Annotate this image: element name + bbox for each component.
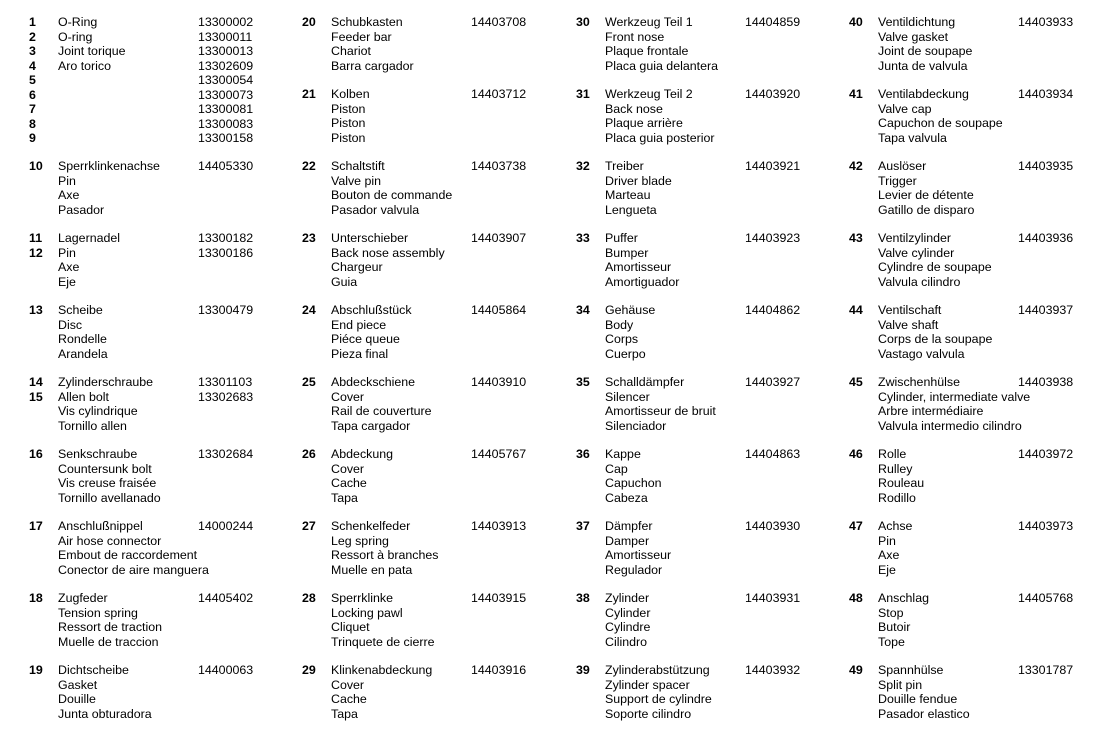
part-number: 38 [576,591,590,605]
part-article-number: 14403910 [471,375,527,389]
part-name: Abdeckung [331,447,394,461]
part-number: 12 [29,245,43,260]
part-name: Vastago valvula [878,346,965,361]
part-name: Junta obturadora [58,706,152,721]
part-name: Amortiguador [605,274,680,289]
part-name: Spannhülse [878,663,944,677]
part-name: Rolle [878,447,907,461]
part-number: 33 [576,231,590,245]
part-name: Valve cap [878,101,932,116]
part-name: Barra cargador [331,58,414,73]
part-name: Valvula cilindro [878,274,961,289]
part-name: Unterschieber [331,231,409,245]
part-name: Marteau [605,188,651,202]
part-number: 1 [29,15,36,29]
part-name: Disc [58,317,83,332]
part-name: Arbre intermédiaire [878,404,984,418]
part-name: Schenkelfeder [331,519,411,533]
part-number: 18 [29,591,43,605]
part-article-number: 14403913 [471,519,527,533]
part-number: 29 [302,663,316,677]
part-number: 17 [29,519,43,533]
part-name: Anschlag [878,591,929,605]
part-name: Pin [58,245,76,260]
part-name: Silencer [605,389,650,404]
part-article-number: 13301787 [1018,663,1074,677]
part-article-number: 14405768 [1018,591,1074,605]
part-article-number: 13300083 [198,116,254,131]
part-name: Valve pin [331,173,382,188]
part-name: Kolben [331,87,370,101]
part-article-number: 13300002 [198,15,254,29]
part-name: Conector de aire manguera [58,562,209,577]
part-name: Plaque frontale [605,44,689,58]
part-name: Sperrklinke [331,591,393,605]
part-name: Placa guia posterior [605,130,715,145]
part-name: Muelle de traccion [58,634,159,649]
part-article-number: 14403921 [745,159,801,173]
part-name: Aro torico [58,58,112,73]
part-name: Pin [58,173,76,188]
part-name: Rulley [878,461,913,476]
part-article-number: 13300011 [198,29,253,44]
part-number: 3 [29,44,36,58]
part-name: Feeder bar [331,29,392,44]
part-name: Amortisseur [605,548,672,562]
part-number: 15 [29,389,43,404]
part-name: Schaltstift [331,159,385,173]
part-name: O-Ring [58,15,98,29]
part-name: Cuerpo [605,346,646,361]
part-name: Embout de raccordement [58,548,198,562]
part-name: Cache [331,692,367,706]
part-number: 7 [29,102,36,116]
part-name: Gatillo de disparo [878,202,975,217]
part-article-number: 14404859 [745,15,801,29]
part-article-number: 14403973 [1018,519,1074,533]
part-name: Zwischenhülse [878,375,960,389]
part-article-number: 14403712 [471,87,527,101]
part-name: Vis creuse fraisée [58,476,157,490]
part-name: Ventildichtung [878,15,956,29]
part-name: Senkschraube [58,447,138,461]
part-name: Axe [58,188,80,202]
part-name: Cylinder, intermediate valve [878,389,1031,404]
part-article-number: 13300186 [198,245,254,260]
part-number: 47 [849,519,863,533]
part-article-number: 14405767 [471,447,527,461]
part-name: Gasket [58,677,98,692]
part-name: Amortisseur [605,260,672,274]
part-number: 43 [849,231,863,245]
part-name: Kappe [605,447,641,461]
part-number: 14 [29,375,43,389]
part-name: Piston [331,116,366,130]
part-name: Piéce queue [331,332,400,346]
part-number: 27 [302,519,316,533]
part-name: Abschlußstück [331,303,412,317]
part-number: 32 [576,159,590,173]
part-name: Eje [878,562,896,577]
part-name: Tension spring [58,605,138,620]
part-name: Corps de la soupape [878,332,993,346]
part-number: 23 [302,231,316,245]
part-number: 25 [302,375,316,389]
part-name: Rodillo [878,490,916,505]
part-name: Lagernadel [58,231,121,245]
part-number: 30 [576,15,590,29]
part-name: Guia [331,274,358,289]
part-number: 26 [302,447,316,461]
part-article-number: 14403937 [1018,303,1074,317]
part-name: Tornillo allen [58,418,127,433]
part-name: Cover [331,461,365,476]
part-number: 10 [29,159,43,173]
part-name: Pasador valvula [331,202,420,217]
part-number: 49 [849,663,863,677]
part-name: Cabeza [605,490,648,505]
part-article-number: 13300479 [198,303,254,317]
part-name: Douille [58,692,96,706]
part-name: Valvula intermedio cilindro [878,418,1022,433]
part-article-number: 14403738 [471,159,527,173]
part-name: Locking pawl [331,605,403,620]
part-article-number: 14404862 [745,303,801,317]
part-name: Rondelle [58,332,107,346]
part-number: 46 [849,447,863,461]
part-name: Zylinder spacer [605,677,690,692]
part-name: Tapa [331,490,358,505]
part-name: Axe [878,548,900,562]
part-name: Gehäuse [605,303,656,317]
part-number: 20 [302,15,316,29]
part-article-number: 14405330 [198,159,254,173]
part-number: 44 [849,303,863,317]
part-name: Pasador elastico [878,706,970,721]
part-name: Rail de couverture [331,404,432,418]
part-article-number: 13300013 [198,44,254,58]
part-name: Zugfeder [58,591,108,605]
part-number: 24 [302,303,316,317]
part-number: 13 [29,303,43,317]
part-article-number: 13302609 [198,58,254,73]
part-name: Body [605,317,634,332]
part-name: Auslöser [878,159,927,173]
part-number: 6 [29,87,36,102]
part-name: Valve gasket [878,29,949,44]
part-name: Bouton de commande [331,188,453,202]
part-article-number: 14000244 [198,519,254,533]
part-number: 39 [576,663,590,677]
part-number: 37 [576,519,590,533]
part-article-number: 14403927 [745,375,801,389]
part-name: Abdeckschiene [331,375,416,389]
part-name: Cilindro [605,634,648,649]
part-name: Support de cylindre [605,692,712,706]
part-number: 48 [849,591,863,605]
part-article-number: 13300073 [198,87,254,102]
part-name: Puffer [605,231,638,245]
part-name: Dämpfer [605,519,653,533]
part-name: Axe [58,260,80,274]
part-name: Tapa valvula [878,130,947,145]
part-article-number: 13300182 [198,231,254,245]
part-name: O-ring [58,29,93,44]
part-name: Plaque arrière [605,116,683,130]
part-article-number: 14400063 [198,663,254,677]
part-article-number: 14405402 [198,591,254,605]
part-name: Cover [331,389,365,404]
part-name: Placa guia delantera [605,58,718,73]
part-name: Scheibe [58,303,103,317]
part-name: Lengueta [605,202,657,217]
part-name: Capuchon de soupape [878,116,1003,130]
part-number: 8 [29,116,36,131]
part-article-number: 14403916 [471,663,527,677]
part-number: 22 [302,159,316,173]
part-name: Trinquete de cierre [331,634,435,649]
part-name: Tornillo avellanado [58,490,161,505]
part-article-number: 14403933 [1018,15,1074,29]
part-name: Cliquet [331,620,370,634]
part-name: Front nose [605,29,665,44]
part-name: Anschlußnippel [58,519,143,533]
part-name: Soporte cilindro [605,706,692,721]
part-number: 5 [29,73,36,87]
part-article-number: 14403915 [471,591,527,605]
part-name: Muelle en pata [331,562,413,577]
part-article-number: 14403907 [471,231,527,245]
part-name: Tope [878,634,905,649]
part-number: 45 [849,375,863,389]
part-name: Damper [605,533,650,548]
part-name: Butoir [878,620,911,634]
part-name: Bumper [605,245,649,260]
part-name: Allen bolt [58,389,109,404]
part-number: 40 [849,15,863,29]
part-number: 31 [576,87,590,101]
part-name: Werkzeug Teil 1 [605,15,693,29]
part-name: Treiber [605,159,644,173]
part-article-number: 14403923 [745,231,801,245]
part-name: Cover [331,677,365,692]
part-name: Leg spring [331,533,389,548]
part-number: 16 [29,447,43,461]
part-article-number: 13302683 [198,389,254,404]
part-name: Junta de valvula [878,58,968,73]
part-name: Stop [878,605,904,620]
part-name: Silenciador [605,418,667,433]
part-name: Valve cylinder [878,245,955,260]
part-name: Valve shaft [878,317,939,332]
part-number: 34 [576,303,590,317]
part-name: Ressort de traction [58,620,162,634]
part-name: Corps [605,332,639,346]
part-article-number: 14403932 [745,663,801,677]
part-name: Vis cylindrique [58,404,138,418]
part-name: Arandela [58,346,108,361]
part-name: Joint torique [58,44,126,58]
part-name: Zylinder [605,591,650,605]
part-name: Douille fendue [878,692,958,706]
part-number: 4 [29,58,36,73]
part-number: 42 [849,159,863,173]
part-article-number: 14403930 [745,519,801,533]
part-number: 21 [302,87,316,101]
part-name: Zylinderabstützung [605,663,710,677]
part-number: 11 [29,231,43,245]
part-name: Achse [878,519,913,533]
part-article-number: 14403935 [1018,159,1074,173]
part-name: Schubkasten [331,15,403,29]
part-number: 9 [29,131,36,145]
part-name: Tapa [331,706,358,721]
part-article-number: 14403931 [745,591,801,605]
part-name: Split pin [878,677,923,692]
part-name: Back nose [605,101,663,116]
part-article-number: 13300158 [198,131,254,145]
part-article-number: 14405864 [471,303,527,317]
part-name: Pin [878,533,896,548]
part-number: 19 [29,663,43,677]
part-name: Levier de détente [878,188,974,202]
part-name: Ventilabdeckung [878,87,969,101]
part-article-number: 13300054 [198,73,254,87]
part-number: 28 [302,591,316,605]
part-number: 36 [576,447,590,461]
part-name: Cap [605,461,628,476]
part-article-number: 13302684 [198,447,254,461]
part-name: Joint de soupape [878,44,973,58]
part-name: Chargeur [331,260,383,274]
part-name: Ventilschaft [878,303,942,317]
part-name: Piston [331,130,366,145]
part-name: Air hose connector [58,533,162,548]
part-name: Amortisseur de bruit [605,404,716,418]
part-article-number: 14404863 [745,447,801,461]
part-article-number: 14403972 [1018,447,1074,461]
part-name: End piece [331,317,387,332]
part-number: 35 [576,375,590,389]
part-name: Piston [331,101,366,116]
part-article-number: 14403934 [1018,87,1074,101]
part-name: Werkzeug Teil 2 [605,87,693,101]
part-name: Driver blade [605,173,672,188]
part-article-number: 14403920 [745,87,801,101]
part-article-number: 14403708 [471,15,527,29]
part-article-number: 13301103 [198,375,253,389]
part-name: Cylindre de soupape [878,260,992,274]
part-name: Ventilzylinder [878,231,952,245]
part-name: Ressort à branches [331,548,439,562]
part-name: Countersunk bolt [58,461,152,476]
part-name: Regulador [605,562,663,577]
part-name: Chariot [331,44,371,58]
part-article-number: 14403938 [1018,375,1074,389]
part-name: Cylinder [605,605,651,620]
part-name: Rouleau [878,476,925,490]
part-name: Pasador [58,202,105,217]
part-name: Trigger [878,173,917,188]
part-name: Back nose assembly [331,245,445,260]
part-name: Klinkenabdeckung [331,663,433,677]
part-name: Capuchon [605,476,662,490]
part-name: Zylinderschraube [58,375,154,389]
part-name: Tapa cargador [331,418,411,433]
part-name: Eje [58,274,76,289]
part-number: 41 [849,87,863,101]
part-number: 2 [29,29,36,44]
part-name: Dichtscheibe [58,663,129,677]
part-name: Cache [331,476,367,490]
part-article-number: 13300081 [198,102,254,116]
part-name: Schalldämpfer [605,375,685,389]
part-article-number: 14403936 [1018,231,1074,245]
part-name: Cylindre [605,620,651,634]
part-name: Sperrklinkenachse [58,159,160,173]
part-name: Pieza final [331,346,389,361]
